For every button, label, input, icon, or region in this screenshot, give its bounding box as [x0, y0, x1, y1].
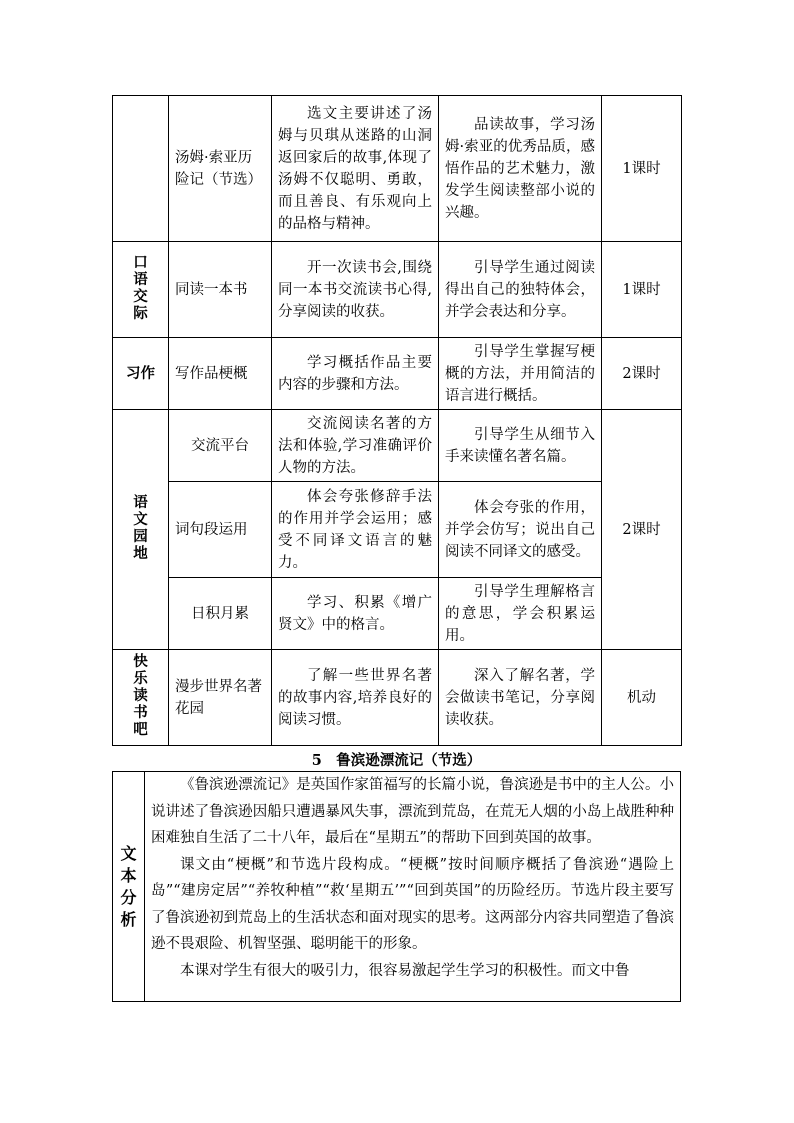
lesson-title: 同读一本书	[169, 242, 272, 338]
lesson-goal: 引导学生掌握写梗概的方法，并用简洁的语言进行概括。	[439, 338, 602, 410]
table-row	[113, 772, 681, 1002]
lesson-title: 漫步世界名著花园	[169, 650, 272, 746]
table-row	[113, 242, 682, 338]
lesson-title: 词句段运用	[169, 482, 272, 578]
category-chinese-garden: 语文园地	[113, 410, 169, 650]
lesson-title: 写作品梗概	[169, 338, 272, 410]
lesson-hours: 1课时	[602, 96, 682, 242]
lesson-hours: 2课时	[602, 410, 682, 650]
analysis-paragraph: 本课对学生有很大的吸引力，很容易激起学生学习的积极性。而文中鲁	[180, 962, 630, 979]
lesson-goal: 引导学生通过阅读得出自己的独特体会，并学会表达和分享。	[439, 242, 602, 338]
lesson-goal: 引导学生理解格言的意思，学会积累运用。	[439, 578, 602, 650]
lesson-hours: 1课时	[602, 242, 682, 338]
table-row	[113, 650, 682, 746]
lesson-goal: 体会夸张的作用，并学会仿写；说出自己阅读不同译文的感受。	[439, 482, 602, 578]
lesson-summary: 开一次读书会,围绕同一本书交流读书心得,分享阅读的收获。	[272, 242, 439, 338]
lesson-summary: 选文主要讲述了汤姆与贝琪从迷路的山洞返回家后的故事,体现了汤姆不仅聪明、勇敢，而且善良、有乐观向上的品格与精神。	[272, 96, 439, 242]
lesson-hours: 2课时	[602, 338, 682, 410]
lesson-goal: 引导学生从细节入手来读懂名著名篇。	[439, 410, 602, 482]
lesson-goal: 品读故事，学习汤姆·索亚的优秀品质，感悟作品的艺术魅力，激发学生阅读整部小说的兴趣。	[439, 96, 602, 242]
analysis-paragraph: 《鲁滨逊漂流记》是英国作家笛福写的长篇小说，鲁滨逊是书中的主人公。小说讲述了鲁滨逊因船只遭遇暴风失事，漂流到荒岛，在荒无人烟的小岛上战胜种种困难独自生活了二十八年，最后在“星期五”的帮助下回到英国的故事。	[151, 777, 674, 846]
text-analysis-table	[112, 771, 681, 1002]
category-cell-empty	[113, 96, 169, 242]
lesson-summary: 了解一些世界名著的故事内容,培养良好的阅读习惯。	[272, 650, 439, 746]
lesson-goal: 深入了解名著，学会做读书笔记，分享阅读收获。	[439, 650, 602, 746]
table-row	[113, 338, 682, 410]
section-title: 5 鲁滨逊漂流记（节选）	[311, 752, 482, 769]
table-row	[113, 578, 682, 650]
category-writing: 习作	[113, 338, 169, 410]
table-row	[113, 410, 682, 482]
lesson-title: 交流平台	[169, 410, 272, 482]
table-row	[113, 482, 682, 578]
table-row	[113, 96, 682, 242]
lesson-title: 日积月累	[169, 578, 272, 650]
category-happy-reading: 快乐读书吧	[113, 650, 169, 746]
lesson-hours: 机动	[602, 650, 682, 746]
lesson-summary: 体会夸张修辞手法的作用并学会运用；感受不同译文语言的魅力。	[272, 482, 439, 578]
lesson-summary: 交流阅读名著的方法和体验,学习准确评价人物的方法。	[272, 410, 439, 482]
analysis-paragraph: 课文由“梗概”和节选片段构成。“梗概”按时间顺序概括了鲁滨逊“遇险上岛”“建房定居”“养牧种植”“救‘星期五’”“回到英国”的历险经历。节选片段主要写了鲁滨逊初到荒岛上的生活状态和面对现实的思考。这两部分内容共同塑造了鲁滨逊不畏艰险、机智坚强、聪明能干的形象。	[151, 856, 674, 952]
lesson-title: 汤姆·索亚历险记（节选）	[169, 96, 272, 242]
lesson-summary: 学习概括作品主要内容的步骤和方法。	[272, 338, 439, 410]
lesson-plan-table	[112, 95, 682, 746]
analysis-content	[145, 772, 681, 1002]
lesson-summary: 学习、积累《增广贤文》中的格言。	[272, 578, 439, 650]
category-oral-communication: 口语交际	[113, 242, 169, 338]
analysis-label: 文本分析	[113, 772, 145, 1002]
